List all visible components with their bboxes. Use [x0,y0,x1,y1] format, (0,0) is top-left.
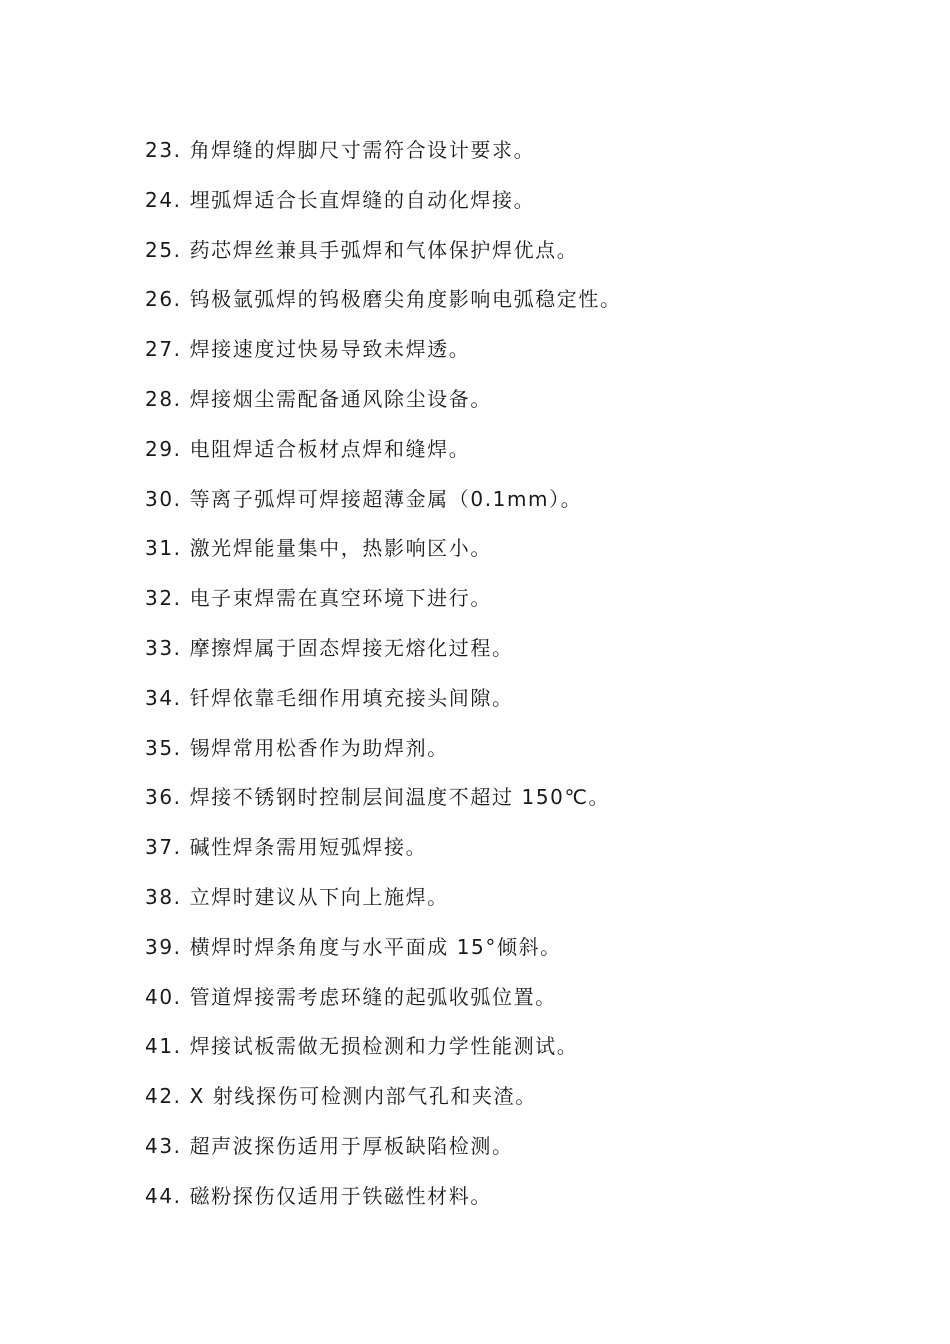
list-item: 37. 碱性焊条需用短弧焊接。 [145,835,428,860]
list-item: 36. 焊接不锈钢时控制层间温度不超过 150℃。 [145,785,611,810]
list-item: 29. 电阻焊适合板材点焊和缝焊。 [145,436,471,461]
list-item: 33. 摩擦焊属于固态焊接无熔化过程。 [145,635,514,660]
list-item: 27. 焊接速度过快易导致未焊透。 [145,337,471,362]
list-item: 32. 电子束焊需在真空环境下进行。 [145,586,492,611]
list-item: 40. 管道焊接需考虑环缝的起弧收弧位置。 [145,984,557,1009]
list-item: 31. 激光焊能量集中，热影响区小。 [145,536,492,561]
list-item: 35. 锡焊常用松香作为助焊剂。 [145,735,449,760]
list-item: 42. X 射线探伤可检测内部气孔和夹渣。 [145,1084,537,1109]
list-item: 26. 钨极氩弧焊的钨极磨尖角度影响电弧稳定性。 [145,287,622,312]
numbered-list [145,137,905,1233]
list-item: 41. 焊接试板需做无损检测和力学性能测试。 [145,1034,579,1059]
list-item: 43. 超声波探伤适用于厚板缺陷检测。 [145,1133,514,1158]
list-item: 24. 埋弧焊适合长直焊缝的自动化焊接。 [145,187,536,212]
list-item: 23. 角焊缝的焊脚尺寸需符合设计要求。 [145,138,536,162]
list-item: 34. 钎焊依靠毛细作用填充接头间隙。 [145,685,514,710]
list-item: 28. 焊接烟尘需配备通风除尘设备。 [145,386,492,411]
list-item: 39. 横焊时焊条角度与水平面成 15°倾斜。 [145,934,562,959]
list-item: 38. 立焊时建议从下向上施焊。 [145,884,449,909]
list-item: 25. 药芯焊丝兼具手弧焊和气体保护焊优点。 [145,237,579,262]
list-item: 30. 等离子弧焊可焊接超薄金属（0.1mm）。 [145,486,583,511]
list-item: 44. 磁粉探伤仅适用于铁磁性材料。 [145,1183,492,1208]
